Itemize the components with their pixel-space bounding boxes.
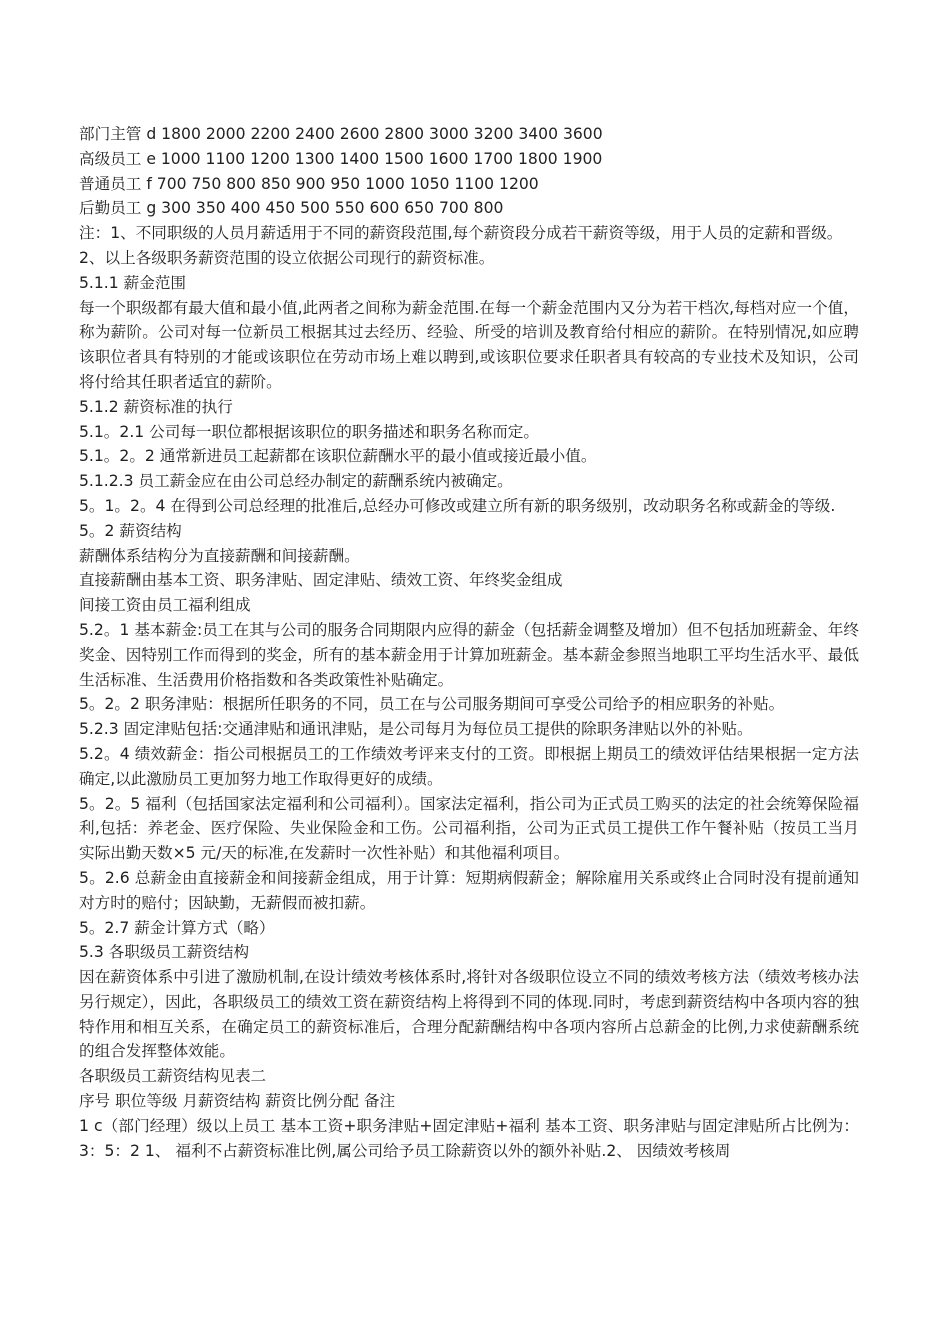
clause-5-2-6: 5。2.6 总薪金由直接薪金和间接薪金组成，用于计算：短期病假薪金；解除雇用关系或终止合同时没有提前通知对方时的赔付；因缺勤，无薪假而被扣薪。	[79, 868, 859, 912]
paragraph-salary-range: 每一个职级都有最大值和最小值,此两者之间称为薪金范围.在每一个薪金范围内又分为若干档次,每档对应一个值，称为薪阶。公司对每一位新员工根据其过去经历、经验、所受的培训及教育给付相应的薪阶。在特别情况,如应聘该职位者具有特别的才能或该职位在劳动市场上难以聘到,或该职位要求任职者具有较高的专业技术及知识，公司将付给其任职者适宜的薪阶。	[79, 298, 859, 391]
section-heading-5-1-2: 5.1.2 薪资标准的执行	[79, 397, 233, 416]
clause-5-2-2: 5。2。2 职务津贴：根据所任职务的不同，员工在与公司服务期间可享受公司给予的相应职务的补贴。	[79, 695, 785, 714]
paragraph-salary-structure-by-level: 因在薪资体系中引进了激励机制,在设计绩效考核体系时,将针对各级职位设立不同的绩效考核方法（绩效考核办法另行规定），因此，各职级员工的绩效工资在薪资结构上将得到不同的体现.同时，考虑到薪资结构中各项内容的独特作用和相互关系，在确定员工的薪资标准后，合理分配薪酬结构中各项内容所占总薪金的比例,力求使薪酬系统的组合发挥整体效能。	[79, 968, 859, 1061]
note-1: 注：1、不同职级的人员月薪适用于不同的薪资段范围,每个薪资段分成若干薪资等级，用于人员的定薪和晋级。	[79, 224, 843, 243]
clause-5-1-2-3: 5.1.2.3 员工薪金应在由公司总经办制定的薪酬系统内被确定。	[79, 472, 513, 491]
salary-row-department-head: 部门主管 d 1800 2000 2200 2400 2600 2800 3000 3200 3400 3600	[79, 125, 603, 143]
document-body	[79, 122, 859, 1163]
clause-5-1-2-2: 5.1。2。2 通常新进员工起薪都在该职位薪酬水平的最小值或接近最小值。	[79, 447, 597, 466]
paragraph-indirect-compensation: 间接工资由员工福利组成	[79, 596, 251, 615]
table-two-caption: 各职级员工薪资结构见表二	[79, 1067, 267, 1086]
clause-5-2-1: 5.2。1 基本薪金:员工在其与公司的服务合同期限内应得的薪金（包括薪金调整及增加）但不包括加班薪金、年终奖金、因特别工作而得到的奖金，所有的基本薪金用于计算加班薪金。基本薪金参照当地职工平均生活水平、最低生活标准、生活费用价格指数和各类政策性补贴确定。	[79, 620, 859, 689]
salary-row-logistics-staff: 后勤员工 g 300 350 400 450 500 550 600 650 700 800	[79, 199, 504, 218]
note-2: 2、以上各级职务薪资范围的设立依据公司现行的薪资标准。	[79, 248, 495, 267]
salary-row-senior-staff: 高级员工 e 1000 1100 1200 1300 1400 1500 1600 1700 1800 1900	[79, 149, 603, 168]
clause-5-1-2-1: 5.1。2.1 公司每一职位都根据该职位的职务描述和职务名称而定。	[79, 422, 539, 441]
paragraph-compensation-structure: 薪酬体系结构分为直接薪酬和间接薪酬。	[79, 546, 360, 565]
clause-5-2-3: 5.2.3 固定津贴包括:交通津贴和通讯津贴，是公司每月为每位员工提供的除职务津贴以外的补贴。	[79, 720, 753, 739]
salary-row-regular-staff: 普通员工 f 700 750 800 850 900 950 1000 1050 1100 1200	[79, 174, 539, 193]
clause-5-2-7: 5。2.7 薪金计算方式（略）	[79, 918, 275, 937]
clause-5-2-5: 5。2。5 福利（包括国家法定福利和公司福利）。国家法定福利，指公司为正式员工购买的法定的社会统筹保险福利,包括：养老金、医疗保险、失业保险金和工伤。公司福利指，公司为正式员工提供工作午餐补贴（按员工当月实际出勤天数×5 元/天的标准,在发薪时一次性补贴）和其他福利项目。	[79, 794, 859, 863]
clause-5-1-2-4: 5。1。2。4 在得到公司总经理的批准后,总经办可修改或建立所有新的职务级别，改动职务名称或薪金的等级.	[79, 496, 836, 515]
section-heading-5-3: 5.3 各职级员工薪资结构	[79, 943, 250, 962]
section-heading-5-1-1: 5.1.1 薪金范围	[79, 273, 187, 292]
paragraph-direct-compensation: 直接薪酬由基本工资、职务津贴、固定津贴、绩效工资、年终奖金组成	[79, 571, 563, 590]
section-heading-5-2: 5。2 薪资结构	[79, 521, 182, 540]
clause-5-2-4: 5.2。4 绩效薪金：指公司根据员工的工作绩效考评来支付的工资。即根据上期员工的绩效评估结果根据一定方法确定,以此激励员工更加努力地工作取得更好的成绩。	[79, 744, 859, 788]
table-two-header: 序号 职位等级 月薪资结构 薪资比例分配 备注	[79, 1092, 396, 1111]
table-two-row-1: 1 c（部门经理）级以上员工 基本工资+职务津贴+固定津贴+福利 基本工资、职务津贴与固定津贴所占比例为：3：5：2 1、 福利不占薪资标准比例,属公司给予员工除薪资以外的额外补贴.2、 因绩效考核周	[79, 1116, 859, 1160]
